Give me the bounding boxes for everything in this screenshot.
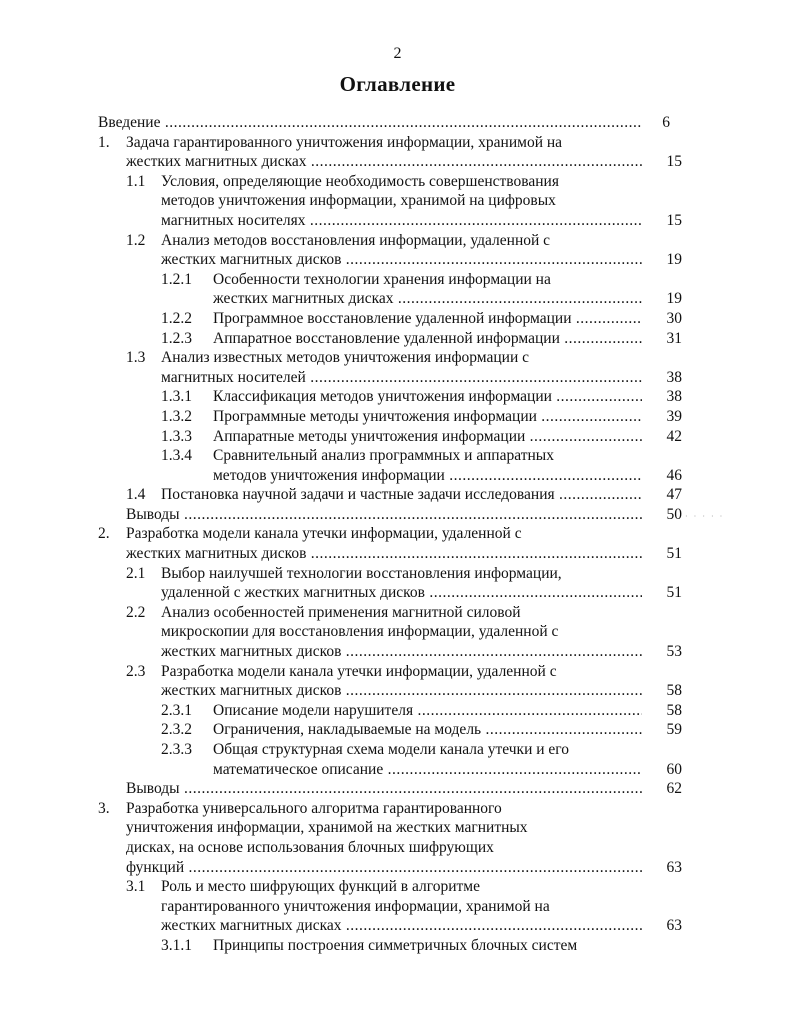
toc-entry-title-line: микроскопии для восстановления информации, удаленной с (161, 623, 559, 641)
toc-entry-page: 30 (666, 309, 682, 327)
toc-entry-title (126, 133, 642, 172)
toc-entry-title-line: удаленной с жестких магнитных дисков ..... (161, 583, 642, 603)
toc-entry-number: 2. (98, 525, 110, 543)
toc-entry-title-line: Классификация методов уничтожения информации ..... (213, 387, 642, 407)
toc-entry-title (161, 603, 642, 662)
toc-entry (0, 779, 795, 799)
toc-entry-page: 58 (666, 682, 682, 700)
toc-entry-title-line: Разработка модели канала утечки информации, удаленной с (126, 525, 522, 543)
toc-entry-page: 38 (666, 368, 682, 386)
toc-entry-title (213, 387, 642, 407)
toc-entry-page: 38 (666, 388, 682, 406)
toc-entry-title (161, 231, 642, 270)
toc-entry-title (213, 720, 642, 740)
toc-entry-number: 2.3 (126, 662, 146, 680)
toc-entry-number: 2.3.2 (161, 721, 192, 739)
toc-entry-page: 42 (666, 427, 682, 445)
toc-entry (0, 427, 795, 447)
toc-entry (0, 231, 795, 270)
toc-entry-number: 1.2.2 (161, 309, 192, 327)
toc-entry-page: 15 (666, 211, 682, 229)
toc-entry-title (213, 740, 642, 779)
toc-entry-title (213, 701, 642, 721)
toc-entry-title (98, 113, 642, 133)
toc-entry-number: 1.3 (126, 349, 146, 367)
toc-entry-title (213, 936, 642, 956)
toc-entry (0, 270, 795, 309)
toc-entry-title (213, 446, 642, 485)
toc-entry-title-line: Анализ особенностей применения магнитной силовой (161, 603, 521, 621)
toc-entry-page: 63 (666, 858, 682, 876)
toc-entry-title-line: Анализ методов восстановления информации, удаленной с (161, 231, 551, 249)
toc-entry-title-line: жестких магнитных дисков ..... (126, 544, 642, 564)
toc-entry-title-line: жестких магнитных дисках ..... (213, 289, 642, 309)
toc-entry-title-line: методов уничтожения информации, хранимой на цифровых (161, 192, 556, 210)
toc-entry-number: 1.3.4 (161, 447, 192, 465)
toc-entry-title-line: жестких магнитных дисках ..... (126, 152, 642, 172)
page-title: Оглавление (339, 72, 456, 96)
toc-entry-title (213, 309, 642, 329)
toc-entry-title (126, 799, 642, 877)
toc-entry-title (213, 407, 642, 427)
toc-entry-page: 58 (666, 701, 682, 719)
toc-entry-title-line: Введение ..... (98, 113, 642, 133)
toc-entry (0, 603, 795, 662)
toc-entry-page: 15 (666, 153, 682, 171)
toc-entry-page: 50 (666, 505, 682, 523)
toc-entry-title (161, 877, 642, 936)
toc-entry (0, 505, 795, 525)
toc-entry-number: 2.3.3 (161, 741, 192, 758)
toc-entry-title-line: Условия, определяющие необходимость совершенствования (161, 172, 559, 190)
toc-entry-title-line: магнитных носителей ..... (161, 368, 642, 388)
toc-entry-title-line: жестких магнитных дисков ..... (161, 250, 642, 270)
toc-entry-number: 2.3.1 (161, 701, 192, 719)
toc-entry-title-line: математическое описание ..... (213, 760, 642, 780)
toc-entry-title-line: жестких магнитных дисках ..... (161, 916, 642, 936)
toc-entry-title-line: функций ..... (126, 858, 642, 878)
toc-entry-title-line: Аппаратные методы уничтожения информации ..... (213, 427, 642, 447)
toc-entry (0, 348, 795, 387)
toc-entry-title (126, 779, 642, 799)
toc-entry-number: 1.2.1 (161, 270, 192, 288)
toc-entry-title (161, 564, 642, 603)
toc-entry-title (126, 505, 642, 525)
toc-entry-page: 51 (666, 584, 682, 602)
toc-entry-page: 19 (666, 251, 682, 269)
toc-entry-title-line: методов уничтожения информации ..... (213, 466, 642, 486)
toc-entry-page: 19 (666, 290, 682, 308)
toc-entry-number: 3.1 (126, 878, 146, 896)
toc-entry (0, 740, 795, 779)
toc-entry-title-line: Особенности технологии хранения информации на (213, 270, 551, 288)
toc-entry-title-line: жестких магнитных дисков ..... (161, 642, 642, 662)
toc-entry-page: 60 (666, 760, 682, 778)
toc-entry-title-line: Аппаратное восстановление удаленной информации ..... (213, 329, 642, 349)
page-number: 2 (393, 45, 402, 62)
toc-entry (0, 113, 795, 133)
toc-entry-title-line: Задача гарантированного уничтожения информации, хранимой на (126, 133, 563, 151)
toc-entry-page: 51 (666, 545, 682, 563)
toc-entry-title-line: Ограничения, накладываемые на модель ..... (213, 720, 642, 740)
toc-entry (0, 329, 795, 349)
toc-entry (0, 446, 795, 485)
toc-entry-page: 62 (666, 780, 682, 798)
toc-entry-title-line: Постановка научной задачи и частные задачи исследования ..... (161, 485, 642, 505)
toc-entry (0, 701, 795, 721)
toc-entry-title-line: жестких магнитных дисков ..... (161, 681, 642, 701)
toc-entry-page: 46 (666, 466, 682, 484)
toc-entry-title (161, 662, 642, 701)
toc-entry-page: 6 (662, 114, 670, 131)
toc-entry-number: 2.2 (126, 603, 146, 621)
toc-entry-page: 59 (666, 721, 682, 739)
toc-entry-title-line: Принципы построения симметричных блочных систем (213, 936, 578, 954)
toc-entry-title-line: Роль и место шифрующих функций в алгоритме (161, 878, 480, 896)
toc-entry-number: 3. (98, 799, 110, 817)
toc-entry-number: 1. (98, 133, 110, 151)
toc-entry-title-line: Программное восстановление удаленной информации ..... (213, 309, 642, 329)
toc-entry (0, 172, 795, 231)
toc-entry-title-line: уничтожения информации, хранимой на жестких магнитных (126, 819, 528, 837)
toc-entry (0, 877, 795, 936)
toc-entry-title-line: Разработка универсального алгоритма гарантированного (126, 799, 502, 817)
toc-entry-title (213, 270, 642, 309)
toc-entry-number: 1.3.3 (161, 427, 192, 445)
toc-entry-title (161, 485, 642, 505)
toc-entry-title-line: Описание модели нарушителя ..... (213, 701, 642, 721)
toc-entry-title (161, 348, 642, 387)
toc-entry-number: 1.3.2 (161, 407, 192, 425)
toc-entry (0, 799, 795, 877)
toc-entry-page: 53 (666, 643, 682, 661)
toc-entry-number: 1.2 (126, 231, 146, 249)
toc-entry-title-line: Выбор наилучшей технологии восстановления информации, (161, 564, 562, 582)
toc-entry-title-line: Выводы ..... (126, 779, 642, 799)
toc-entry-title-line: Анализ известных методов уничтожения информации с (161, 349, 529, 367)
toc-entry (0, 524, 795, 563)
toc-entry (0, 133, 795, 172)
toc-entry-title (213, 329, 642, 349)
toc-entry-title-line: гарантированного уничтожения информации, хранимой на (161, 897, 550, 915)
toc-entry-number: 1.3.1 (161, 388, 192, 406)
toc-entry-title-line: Разработка модели канала утечки информации, удаленной с (161, 662, 557, 680)
toc-entry-number: 1.4 (126, 486, 146, 504)
toc-entry (0, 564, 795, 603)
scan-artifact: · · · · · (685, 512, 725, 521)
toc-entry-page: 63 (666, 917, 682, 935)
toc-entry (0, 936, 795, 956)
toc-entry-title-line: Общая структурная схема модели канала утечки и его (213, 741, 570, 758)
toc-entry-page: 47 (666, 486, 682, 504)
toc-entry (0, 407, 795, 427)
toc-entry (0, 309, 795, 329)
toc-entry-page: 39 (666, 407, 682, 425)
toc-entry-title-line: магнитных носителях ..... (161, 211, 642, 231)
toc-entry (0, 387, 795, 407)
toc-entry (0, 662, 795, 701)
toc-entry-number: 3.1.1 (161, 936, 192, 954)
toc-entry-number: 1.2.3 (161, 329, 192, 347)
toc-entry-number: 1.1 (126, 172, 146, 190)
toc-entry (0, 720, 795, 740)
toc-entry-title (213, 427, 642, 447)
toc-entry-title (161, 172, 642, 231)
toc-entry-title (126, 524, 642, 563)
toc-entry-title-line: Выводы ..... (126, 505, 642, 525)
toc-entry-number: 2.1 (126, 564, 146, 582)
toc-entry-title-line: дисках, на основе использования блочных шифрующих (126, 838, 494, 856)
toc-entry-page: 31 (666, 329, 682, 347)
toc-entry (0, 485, 795, 505)
table-of-contents (0, 113, 795, 956)
toc-entry-title-line: Программные методы уничтожения информации ..... (213, 407, 642, 427)
toc-entry-title-line: Сравнительный анализ программных и аппаратных (213, 447, 554, 465)
